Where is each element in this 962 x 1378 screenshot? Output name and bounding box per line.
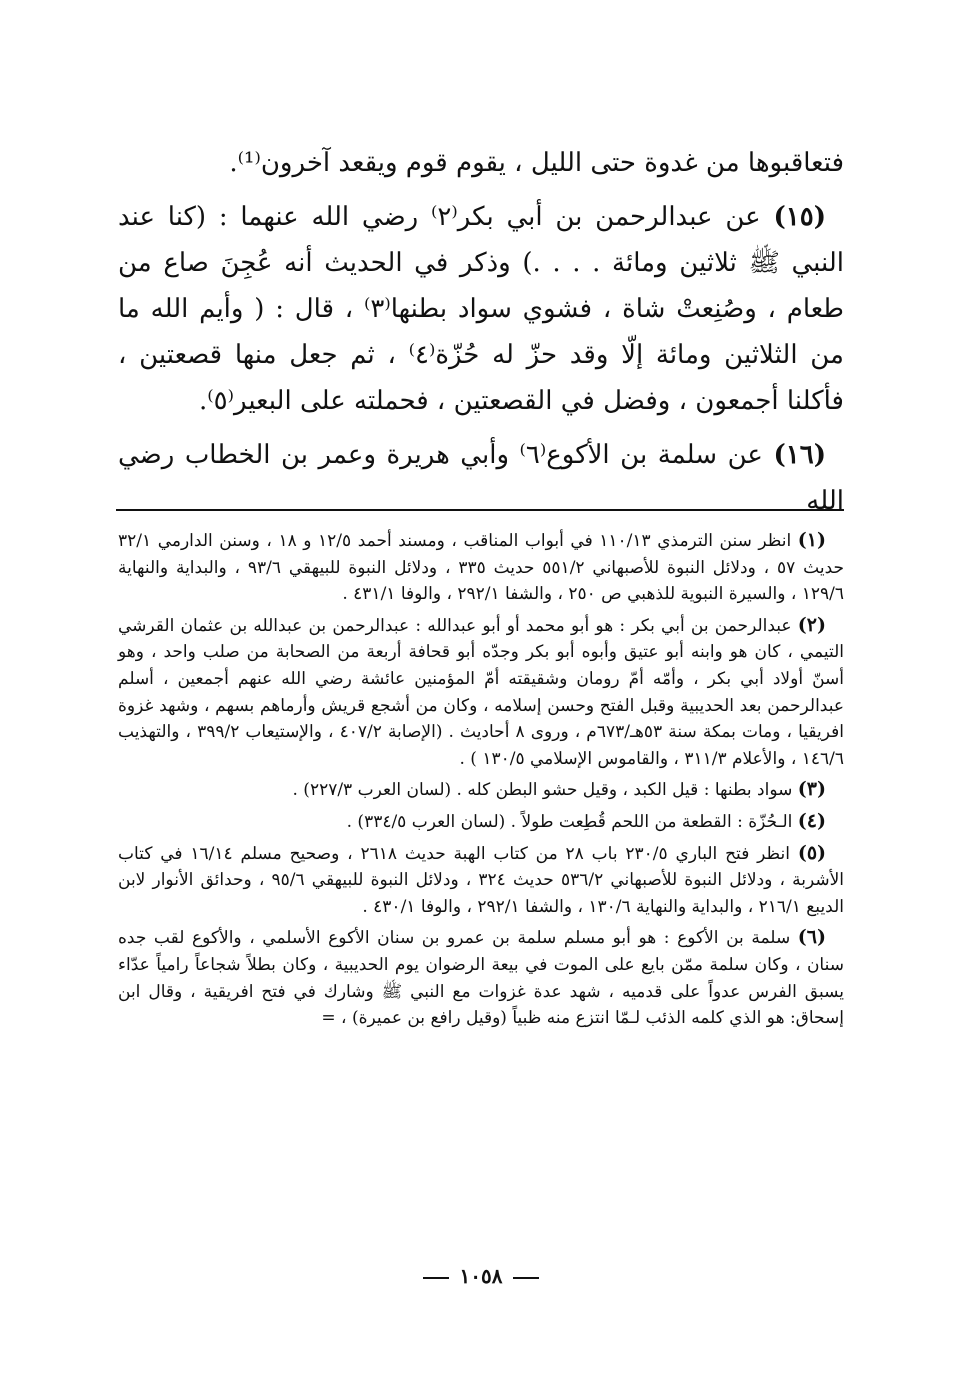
page-number-dash-left bbox=[423, 1277, 449, 1279]
footnote-1-text: انظر سنن الترمذي ١١٠/١٣ في أبواب المناقب ، ومسند أحمد ١٢/٥ و ١٨ ، وسنن الدارمي ٣٢/١ حديث ٥٧ ، ودلائل النبوة للأصبهاني ٥٥١/٢ حديث ٣٣٥ ، ودلائل النبوة للبيهقي ٩٣/٦ ، والبداية والنهاية ١٢٩/٦ ، والسيرة النبوية للذهبي ص ٢٥٠ ، والشفا ٢٩٢/١ ، والوفا ٤٣١/١ . bbox=[118, 531, 844, 605]
footnote-3-number: (٣) bbox=[797, 778, 826, 801]
footnotes bbox=[118, 527, 844, 1036]
footnote-1 bbox=[118, 527, 844, 608]
footnote-2 bbox=[118, 612, 844, 773]
hadith-15 bbox=[118, 194, 844, 424]
main-text bbox=[118, 140, 844, 532]
hadith-15-text: عن عبدالرحمن بن أبي بكر⁽٢⁾ رضي الله عنهما : (كنا عند النبي ﷺ ثلاثين ومائة . . . .) وذكر في الحديث أنه عُجِنَ صاع من طعام ، وصُنِعتْ شاة ، فشوي سواد بطنها⁽٣⁾ ، قال : ( وأيم الله ما من الثلاثين ومائة إلّا وقد حزّ له حُزّة⁽٤⁾ ، ثم جعل منها قصعتين ، فأكلنا أجمعون ، وفضل في القصعتين ، فحملته على البعير⁽٥⁾. bbox=[118, 202, 844, 416]
hadith-16-text: عن سلمة بن الأكوع⁽٦⁾ وأبي هريرة وعمر بن الخطاب رضي الله bbox=[118, 440, 844, 516]
continuation-text: فتعاقبوها من غدوة حتى الليل ، يقوم قوم ويقعد آخرون⁽¹⁾. bbox=[229, 148, 844, 178]
hadith-15-number: (١٥) bbox=[773, 202, 826, 232]
hadith-16-number: (١٦) bbox=[773, 440, 826, 470]
footnote-3 bbox=[118, 776, 844, 804]
footnote-1-number: (١) bbox=[797, 529, 826, 551]
footnote-3-text: سواد بطنها : قيل الكبد ، وقيل حشو البطن كله . (لسان العرب ٢٢٧/٣) . bbox=[292, 780, 793, 801]
continuation-paragraph bbox=[118, 140, 844, 186]
footnote-6-number: (٦) bbox=[797, 926, 826, 949]
footnote-6-text: سلمة بن الأكوع : هو أبو مسلم سلمة بن عمرو بن سنان الأكوع الأسلمي ، والأكوع لقب جده سنان ، وكان سلمة ممّن بايع على الموت في بيعة الرضوان يوم الحديبية ، وكان بطلاً شجاعاً رامياً عدّاء يسبق الفرس عدواً على قدميه ، شهد عدة غزوات مع النبي ﷺ وشارك في فتح افريقية ، وقال ابن إسحاق: هو الذي كلمه الذئب لـمّا انتزع منه ظبياً (وقيل رافع بن عميرة) ، = bbox=[118, 928, 844, 1029]
footnote-separator bbox=[116, 509, 844, 511]
footnote-4-text: الـحُزّة : القطعة من اللحم قُطِعت طولاً . (لسان العرب ٣٣٤/٥) . bbox=[346, 811, 793, 832]
footnote-5-number: (٥) bbox=[797, 841, 827, 864]
footnote-2-text: عبدالرحمن بن أبي بكر : هو أبو محمد أو أبو عبدالله : عبدالرحمن بن عبدالله بن عثمان القرشي التيمي ، كان هو وابنه أبو عتيق وأبوه أبو بكر وجدّه أبو قحافة أربعة من الصحابة من صلب واحد ، وهو أسنّ أولاد أبي بكر ، وأمّه أمّ رومان وشقيقته أمّ المؤمنين عائشة رضي الله عنهم أجمعين ، أسلم عبدالرحمن بعد الحديبية وقبل الفتح وحسن إسلامه ، وكان من أشجع قريش وأرماهم بسهم ، وشهد غزوة افريقيا ، ومات بمكة سنة ٥٣هـ/٦٧٣م ، وروى ٨ أحاديث . (الإصابة ٤٠٧/٢ ، والإستيعاب ٣٩٩/٢ ، والتهذيب ١٤٦/٦ ، والأعلام ٣١١/٣ ، والقاموس الإسلامي ١٣٠/٥ ) . bbox=[118, 615, 844, 769]
footnote-5 bbox=[118, 840, 844, 921]
page-number-dash-right bbox=[513, 1277, 539, 1279]
footnote-2-number: (٢) bbox=[797, 613, 826, 636]
footnote-4-number: (٤) bbox=[797, 809, 826, 832]
footnote-6 bbox=[118, 924, 844, 1031]
page-number-value: ١٠٥٨ bbox=[459, 1264, 503, 1288]
page-number bbox=[0, 1264, 962, 1288]
footnote-4 bbox=[118, 808, 844, 836]
footnote-5-text: انظر فتح الباري ٢٣٠/٥ باب ٢٨ من كتاب الهبة حديث ٢٦١٨ ، وصحيح مسلم ١٦/١٤ في كتاب الأشربة ، ودلائل النبوة للأصبهاني ٥٣٦/٢ حديث ٣٢٤ ، ودلائل النبوة للبيهقي ٩٥/٦ ، وحدائق الأنوار لابن الديبع ٢١٦/١ ، والبداية والنهاية ١٣٠/٦ ، والشفا ٢٩٢/١ ، والوفا ٤٣٠/١ . bbox=[118, 843, 844, 917]
